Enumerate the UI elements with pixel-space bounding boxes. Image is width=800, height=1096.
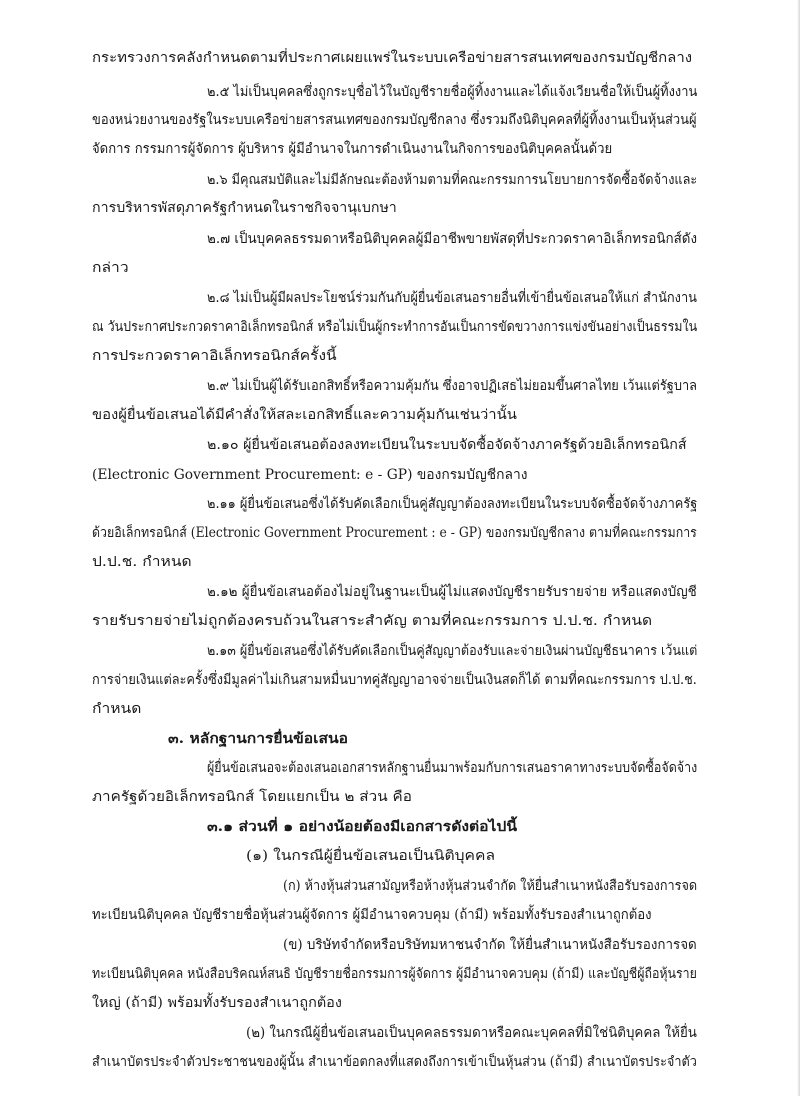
clause-2-5: ๒.๕ ไม่เป็นบุคคลซึ่งถูกระบุชื่อไว้ในบัญชีรายชื่อผู้ทิ้งงานและได้แจ้งเวียนชื่อให้เป็นผู้ทิ้งงาน bbox=[207, 84, 698, 100]
text-line: ด้วยอิเล็กทรอนิกส์ (Electronic Government Procurement : e - GP) ของกรมบัญชีกลาง ตามที่คณะกรรมการ bbox=[92, 525, 697, 541]
text-line: กระทรวงการคลังกำหนดตามที่ประกาศเผยแพร่ในระบบเครือข่ายสารสนเทศของกรมบัญชีกลาง bbox=[92, 50, 693, 66]
item-1: (๑) ในกรณีผู้ยื่นข้อเสนอเป็นนิติบุคคล bbox=[246, 848, 496, 864]
section-3-1-heading: ๓.๑ ส่วนที่ ๑ อย่างน้อยต้องมีเอกสารดังต่อไปนี้ bbox=[207, 819, 518, 835]
clause-2-10: ๒.๑๐ ผู้ยื่นข้อเสนอต้องลงทะเบียนในระบบจัดซื้อจัดจ้างภาครัฐด้วยอิเล็กทรอนิกส์ bbox=[207, 437, 687, 453]
text-line: ใหญ่ (ถ้ามี) พร้อมทั้งรับรองสำเนาถูกต้อง bbox=[92, 995, 342, 1011]
text-line: กำหนด bbox=[92, 701, 142, 717]
clause-2-9: ๒.๙ ไม่เป็นผู้ได้รับเอกสิทธิ์หรือความคุ้มกัน ซึ่งอาจปฏิเสธไม่ยอมขึ้นศาลไทย เว้นแต่รัฐบาล bbox=[207, 378, 698, 394]
text-line: การจ่ายเงินแต่ละครั้งซึ่งมีมูลค่าไม่เกินสามหมื่นบาทคู่สัญญาอาจจ่ายเป็นเงินสดก็ได้ ตามที่คณะกรรมการ ป.ป.ช. bbox=[92, 672, 697, 688]
text-line: การประกวดราคาอิเล็กทรอนิกส์ครั้งนี้ bbox=[92, 348, 337, 364]
clause-2-12: ๒.๑๒ ผู้ยื่นข้อเสนอต้องไม่อยู่ในฐานะเป็นผู้ไม่แสดงบัญชีรายรับรายจ่าย หรือแสดงบัญชี bbox=[207, 584, 697, 600]
text-line: การบริหารพัสดุภาครัฐกำหนดในราชกิจจานุเบกษา bbox=[92, 200, 397, 216]
item-2: (๒) ในกรณีผู้ยื่นข้อเสนอเป็นบุคคลธรรมดาหรือคณะบุคคลที่มิใช่นิติบุคคล ให้ยื่น bbox=[246, 1025, 697, 1041]
section-3-heading: ๓. หลักฐานการยื่นข้อเสนอ bbox=[168, 731, 349, 747]
text-line: รายรับรายจ่ายไม่ถูกต้องครบถ้วนในสาระสำคัญ ตามที่คณะกรรมการ ป.ป.ช. กำหนด bbox=[92, 613, 653, 629]
text-line: กล่าว bbox=[92, 260, 129, 276]
clause-2-7: ๒.๗ เป็นบุคคลธรรมดาหรือนิติบุคคลผู้มีอาชีพขายพัสดุที่ประกวดราคาอิเล็กทรอนิกส์ดัง bbox=[207, 231, 698, 247]
clause-2-8: ๒.๘ ไม่เป็นผู้มีผลประโยชน์ร่วมกันกับผู้ยื่นข้อเสนอรายอื่นที่เข้ายื่นข้อเสนอให้แก่ สำนักงาน bbox=[207, 290, 697, 306]
clause-2-11: ๒.๑๑ ผู้ยื่นข้อเสนอซึ่งได้รับคัดเลือกเป็นคู่สัญญาต้องลงทะเบียนในระบบจัดซื้อจัดจ้างภาครัฐ bbox=[207, 496, 698, 512]
clause-2-6: ๒.๖ มีคุณสมบัติและไม่มีลักษณะต้องห้ามตามที่คณะกรรมการนโยบายการจัดซื้อจัดจ้างและ bbox=[207, 172, 698, 188]
text-line: ทะเบียนนิติบุคคล หนังสือบริคณห์สนธิ บัญชีรายชื่อกรรมการผู้จัดการ ผู้มีอำนาจควบคุม (ถ้ามี) และบัญชีผู้ถือหุ้นราย bbox=[92, 966, 697, 982]
text-line: ของหน่วยงานของรัฐในระบบเครือข่ายสารสนเทศของกรมบัญชีกลาง ซึ่งรวมถึงนิติบุคคลที่ผู้ทิ้งงานเป็นหุ้นส่วนผู้ bbox=[92, 112, 697, 128]
text-line: ป.ป.ช. กำหนด bbox=[92, 554, 192, 570]
text-line: ภาครัฐด้วยอิเล็กทรอนิกส์ โดยแยกเป็น ๒ ส่วน คือ bbox=[92, 789, 412, 805]
text-line: (Electronic Government Procurement: e - GP) ของกรมบัญชีกลาง bbox=[92, 467, 528, 483]
text-line: สำเนาบัตรประจำตัวประชาชนของผู้นั้น สำเนาข้อตกลงที่แสดงถึงการเข้าเป็นหุ้นส่วน (ถ้ามี) สำเนาบัตรประจำตัว bbox=[92, 1054, 697, 1070]
item-1-b: (ข) บริษัทจำกัดหรือบริษัทมหาชนจำกัด ให้ยื่นสำเนาหนังสือรับรองการจด bbox=[283, 937, 697, 953]
text-line: ของผู้ยื่นข้อเสนอได้มีคำสั่งให้สละเอกสิทธิ์และความคุ้มกันเช่นว่านั้น bbox=[92, 407, 517, 423]
text-line: ทะเบียนนิติบุคคล บัญชีรายชื่อหุ้นส่วนผู้จัดการ ผู้มีอำนาจควบคุม (ถ้ามี) พร้อมทั้งรับรองสำเนาถูกต้อง bbox=[92, 907, 652, 923]
clause-2-13: ๒.๑๓ ผู้ยื่นข้อเสนอซึ่งได้รับคัดเลือกเป็นคู่สัญญาต้องรับและจ่ายเงินผ่านบัญชีธนาคาร เว้นแต่ bbox=[207, 643, 698, 659]
text-line: ณ วันประกาศประกวดราคาอิเล็กทรอนิกส์ หรือไม่เป็นผู้กระทำการอันเป็นการขัดขวางการแข่งขันอย่างเป็นธรรมใน bbox=[92, 319, 698, 335]
text-line: จัดการ กรรมการผู้จัดการ ผู้บริหาร ผู้มีอำนาจในการดำเนินงานในกิจการของนิติบุคคลนั้นด้วย bbox=[92, 141, 613, 157]
item-1-a: (ก) ห้างหุ้นส่วนสามัญหรือห้างหุ้นส่วนจำกัด ให้ยื่นสำเนาหนังสือรับรองการจด bbox=[283, 878, 698, 894]
text-line: ผู้ยื่นข้อเสนอจะต้องเสนอเอกสารหลักฐานยื่นมาพร้อมกับการเสนอราคาทางระบบจัดซื้อจัดจ้าง bbox=[207, 760, 698, 776]
